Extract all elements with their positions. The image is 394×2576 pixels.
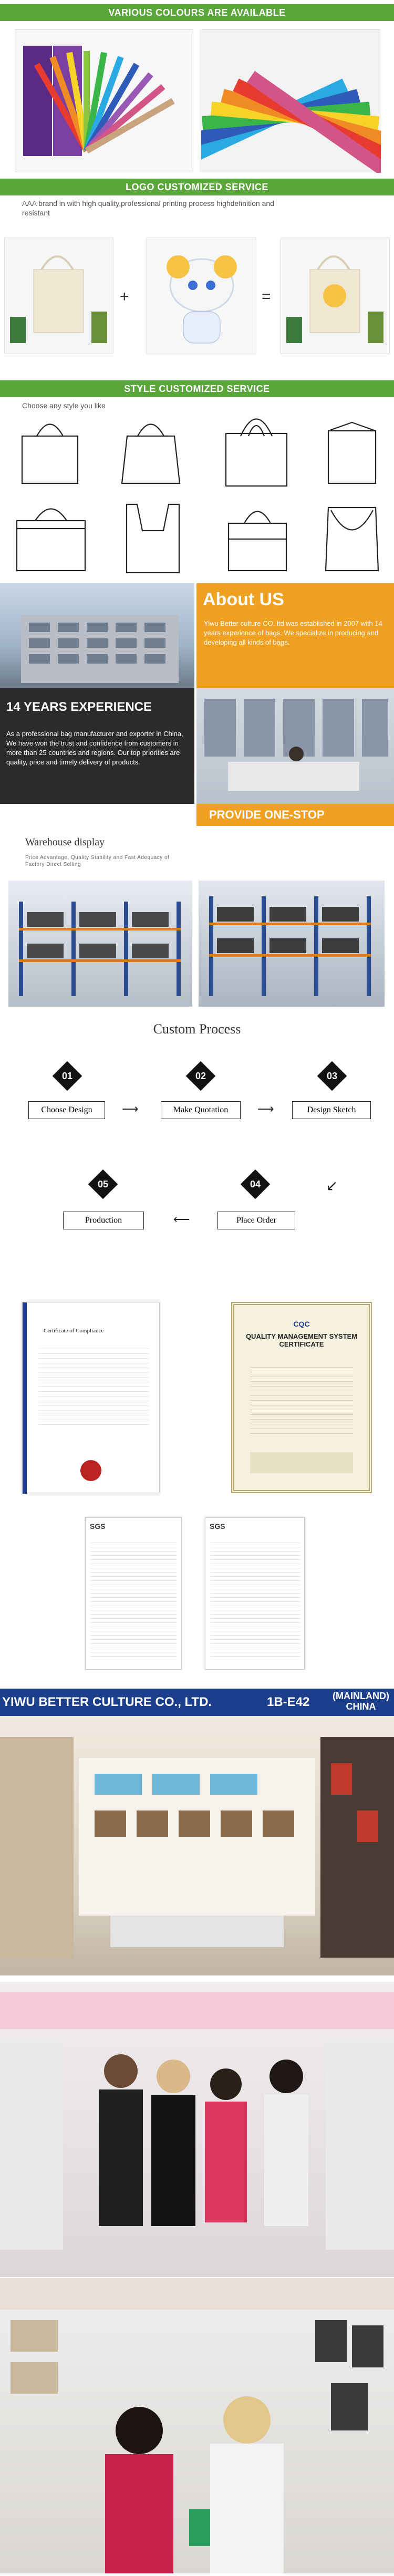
warehouse-photo-1 [8, 881, 192, 1007]
sgs-test-report-2 [205, 1517, 305, 1670]
bag-style-boxy-tote[interactable] [220, 405, 293, 489]
factory-building-photo [0, 583, 194, 688]
arrow-right-icon: ⟶ [257, 1102, 274, 1115]
about-us-text: Yiwu Better culture CO. ltd was established in 2007 with 14 years experience of bags. We specialize in producing and developing all kinds of bags. [204, 619, 382, 646]
cert-qms-heading: QUALITY MANAGEMENT SYSTEM CERTIFICATE [245, 1332, 358, 1348]
bag-style-trapezoid-tote[interactable] [117, 415, 185, 489]
bag-style-large-shopper[interactable] [12, 497, 90, 576]
step-01-badge: 01 [53, 1061, 82, 1091]
about-us-heading: About US [203, 589, 284, 609]
cert-seal-icon [80, 1460, 101, 1481]
style-section-title: STYLE CUSTOMIZED SERVICE [0, 380, 394, 397]
step-03-badge: 03 [317, 1061, 347, 1091]
exhibition-banner [0, 1689, 394, 1716]
experience-panel [0, 688, 194, 804]
experience-title: 14 YEARS EXPERIENCE [6, 700, 152, 714]
certificate-of-compliance [22, 1302, 160, 1493]
visitors-at-booth-photo [0, 2278, 394, 2573]
step-make-quotation: Make Quotation [161, 1101, 241, 1119]
color-fan-deck-photo [201, 29, 380, 172]
step-place-order: Place Order [217, 1212, 295, 1229]
arrow-left-icon: ⟵ [173, 1213, 190, 1226]
step-02-badge: 02 [186, 1061, 216, 1091]
sgs-logo-2: SGS [210, 1522, 225, 1530]
logo-section-description: AAA brand in with high quality,professional printing process highdefinition and resistant [22, 199, 274, 217]
plus-sign: + [120, 288, 129, 305]
banner-booth-number: 1B-E42 [267, 1695, 310, 1709]
experience-text: As a professional bag manufacturer and exporter in China, We have won the trust and confidence from customers in more than 25 countries and regions. Our top priorities are quality, price and timely delivery of products. [6, 730, 183, 766]
step-production: Production [63, 1212, 144, 1229]
warehouse-photo-2 [199, 881, 385, 1007]
style-section-description: Choose any style you like [22, 401, 106, 410]
logo-section-title: LOGO CUSTOMIZED SERVICE [0, 179, 394, 195]
step-design-sketch: Design Sketch [292, 1101, 371, 1119]
cartoon-logo-artwork [146, 237, 256, 354]
printed-tote-photo [281, 237, 390, 354]
arrow-right-icon: ⟶ [122, 1102, 139, 1115]
cert-cqc-logo: CQC [293, 1320, 310, 1328]
quality-management-certificate [231, 1302, 372, 1493]
one-stop-banner [196, 804, 394, 826]
team-at-booth-photo [0, 1982, 394, 2277]
color-guide-books-photo [15, 29, 193, 172]
office-interior-photo [196, 688, 394, 804]
arrow-down-left-icon: ↙ [326, 1177, 338, 1194]
warehouse-title: Warehouse display [25, 836, 105, 848]
bag-style-shoulder[interactable] [119, 494, 187, 578]
one-stop-text: PROVIDE ONE-STOP [209, 808, 325, 821]
banner-company-name: YIWU BETTER CULTURE CO., LTD. [2, 1695, 212, 1709]
exhibition-booth-photo [0, 1716, 394, 1975]
sgs-logo-1: SGS [90, 1522, 106, 1530]
step-choose-design: Choose Design [28, 1101, 105, 1119]
bag-style-tote[interactable] [16, 415, 84, 489]
bag-style-cooler[interactable] [221, 497, 294, 576]
step-04-badge: 04 [241, 1170, 271, 1199]
step-05-badge: 05 [88, 1170, 118, 1199]
bag-style-drawstring[interactable] [320, 415, 383, 489]
sgs-test-report-1 [85, 1517, 182, 1670]
banner-region: (MAINLAND) CHINA [333, 1691, 389, 1712]
colours-section-title: VARIOUS COLOURS ARE AVAILABLE [0, 4, 394, 21]
equals-sign: = [262, 288, 271, 305]
warehouse-subtitle: Price Advantage, Quality Stability and Fast Adequacy of Factory Direct Selling [25, 855, 170, 867]
plain-tote-photo [4, 237, 113, 354]
about-us-panel [196, 583, 394, 688]
bag-style-backpack-drawstring[interactable] [320, 497, 383, 576]
process-title: Custom Process [153, 1021, 241, 1037]
cert-compliance-title: Certificate of Compliance [44, 1328, 104, 1334]
